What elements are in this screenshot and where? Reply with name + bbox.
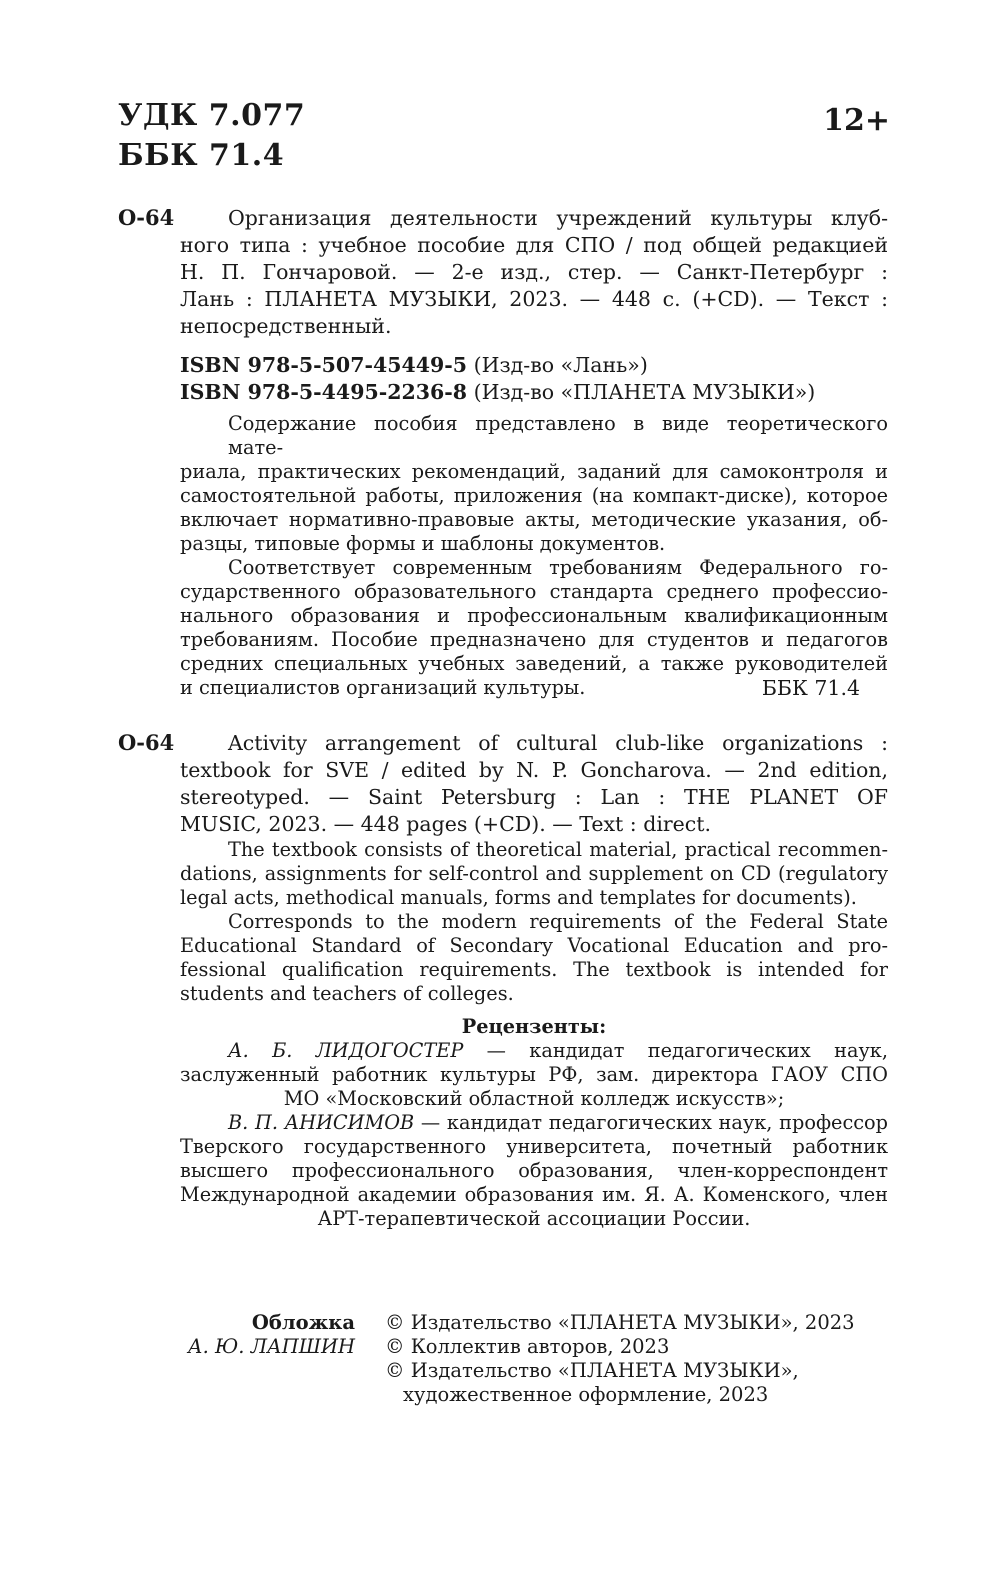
copyright-line: художественное оформление, 2023 — [403, 1383, 769, 1406]
en-abstract-line: students and teachers of colleges. — [180, 982, 514, 1005]
isbn-row — [180, 352, 888, 379]
reviewer-line — [180, 1111, 888, 1135]
isbn-number: ISBN 978-5-4495-2236-8 — [180, 380, 468, 404]
reviewer-line: АРТ-терапевтической ассоциации России. — [317, 1207, 751, 1230]
reviewer-line — [180, 1039, 888, 1063]
en-bib-line: textbook for SVE / edited by N. P. Goncharova. — 2nd edition, — [180, 758, 888, 782]
ru-abstract-line: включает нормативно-правовые акты, методические указания, об- — [180, 508, 888, 531]
en-abstract-line: fessional qualification requirements. The textbook is intended for — [180, 958, 888, 981]
ru-abstract-line: разцы, типовые формы и шаблоны документов. — [180, 532, 666, 555]
age-rating: 12+ — [823, 103, 890, 138]
en-abstract-line: Educational Standard of Secondary Vocational Education and pro- — [180, 934, 888, 957]
ru-abstract-line: Соответствует современным требованиям Федерального го- — [228, 556, 888, 579]
ru-abstract-line: сударственного образовательного стандарта среднего профессио- — [180, 580, 888, 603]
ru-bib-line: Н. П. Гончаровой. — 2-е изд., стер. — Санкт-Петербург : — [180, 260, 888, 284]
reviewer-desc: — кандидат педагогических наук, профессор — [414, 1111, 888, 1134]
reviewer-line: МО «Московский областной колледж искусств»; — [283, 1087, 785, 1110]
ru-abstract-line: и специалистов организаций культуры. — [180, 676, 586, 699]
reviewer-line: Международной академии образования им. Я. А. Коменского, член — [180, 1183, 888, 1206]
bbk-repeat: ББК 71.4 — [761, 676, 860, 700]
en-abstract — [118, 838, 888, 1006]
bbk-code: ББК 71.4 — [118, 138, 285, 173]
reviewer-name: В. П. АНИСИМОВ — [228, 1111, 415, 1134]
ru-bib-line: ного типа : учебное пособие для СПО / под общей редакцией — [180, 233, 888, 257]
reviewer-line: Тверского государственного университета, почетный работник — [180, 1135, 888, 1158]
author-mark-ru: О-64 — [118, 205, 175, 230]
ru-abstract-line: нального образования и профессиональным квалификационным — [180, 604, 888, 627]
reviewer-desc: — кандидат педагогических наук, — [463, 1039, 888, 1062]
reviewer-line: высшего профессионального образования, член-корреспондент — [180, 1159, 888, 1182]
en-abstract-line: legal acts, methodical manuals, forms and templates for documents). — [180, 886, 857, 909]
ru-abstract — [118, 412, 888, 700]
ru-bib-line: Организация деятельности учреждений культуры клуб- — [228, 206, 888, 230]
ru-bib-line: непосредственный. — [180, 314, 392, 338]
ru-bibliographic-record — [118, 205, 888, 340]
isbn-number: ISBN 978-5-507-45449-5 — [180, 353, 468, 377]
reviewers-heading: Рецензенты: — [461, 1015, 607, 1038]
reviewer-name: А. Б. ЛИДОГОСТЕР — [228, 1039, 464, 1062]
copyright-line: © Коллектив авторов, 2023 — [385, 1335, 670, 1358]
reviewers-section — [180, 1015, 888, 1231]
isbn-publisher: (Изд-во «Лань») — [473, 353, 648, 377]
reviewer-line: заслуженный работник культуры РФ, зам. директора ГАОУ СПО — [180, 1063, 888, 1086]
ru-abstract-line: Содержание пособия представлено в виде теоретического мате- — [228, 412, 888, 459]
cover-label: Обложка — [251, 1311, 355, 1334]
ru-abstract-line: самостоятельной работы, приложения (на компакт-диске), которое — [180, 484, 888, 507]
author-mark-en: О-64 — [118, 730, 175, 755]
en-bib-line: Activity arrangement of cultural club-like organizations : — [228, 731, 888, 755]
udk-code: УДК 7.077 — [118, 98, 306, 133]
copyright-line: © Издательство «ПЛАНЕТА МУЗЫКИ», 2023 — [385, 1311, 855, 1334]
en-bib-line: stereotyped. — Saint Petersburg : Lan : THE PLANET OF — [180, 785, 888, 809]
copyright-list — [385, 1311, 905, 1407]
classification-codes — [118, 96, 305, 176]
en-bib-line: MUSIC, 2023. — 448 pages (+CD). — Text : direct. — [180, 812, 712, 836]
isbn-list — [118, 352, 888, 406]
copyright-line: © Издательство «ПЛАНЕТА МУЗЫКИ», — [385, 1359, 799, 1382]
ru-abstract-line: требованиям. Пособие предназначено для студентов и педагогов — [180, 628, 888, 651]
en-abstract-line: The textbook consists of theoretical material, practical recommen- — [228, 838, 888, 861]
isbn-publisher: (Изд-во «ПЛАНЕТА МУЗЫКИ») — [473, 380, 816, 404]
ru-abstract-line: риала, практических рекомендаций, заданий для самоконтроля и — [180, 460, 888, 483]
isbn-row — [180, 379, 888, 406]
en-abstract-line: Corresponds to the modern requirements of the Federal State — [228, 910, 888, 933]
en-abstract-line: dations, assignments for self-control and supplement on CD (regulatory — [180, 862, 888, 885]
cover-artist: А. Ю. ЛАПШИН — [187, 1335, 355, 1358]
ru-abstract-line: средних специальных учебных заведений, а также руководителей — [180, 652, 888, 675]
cover-credit — [160, 1311, 355, 1359]
en-bibliographic-record — [118, 730, 888, 838]
ru-bib-line: Лань : ПЛАНЕТА МУЗЫКИ, 2023. — 448 с. (+CD). — Текст : — [180, 287, 888, 311]
